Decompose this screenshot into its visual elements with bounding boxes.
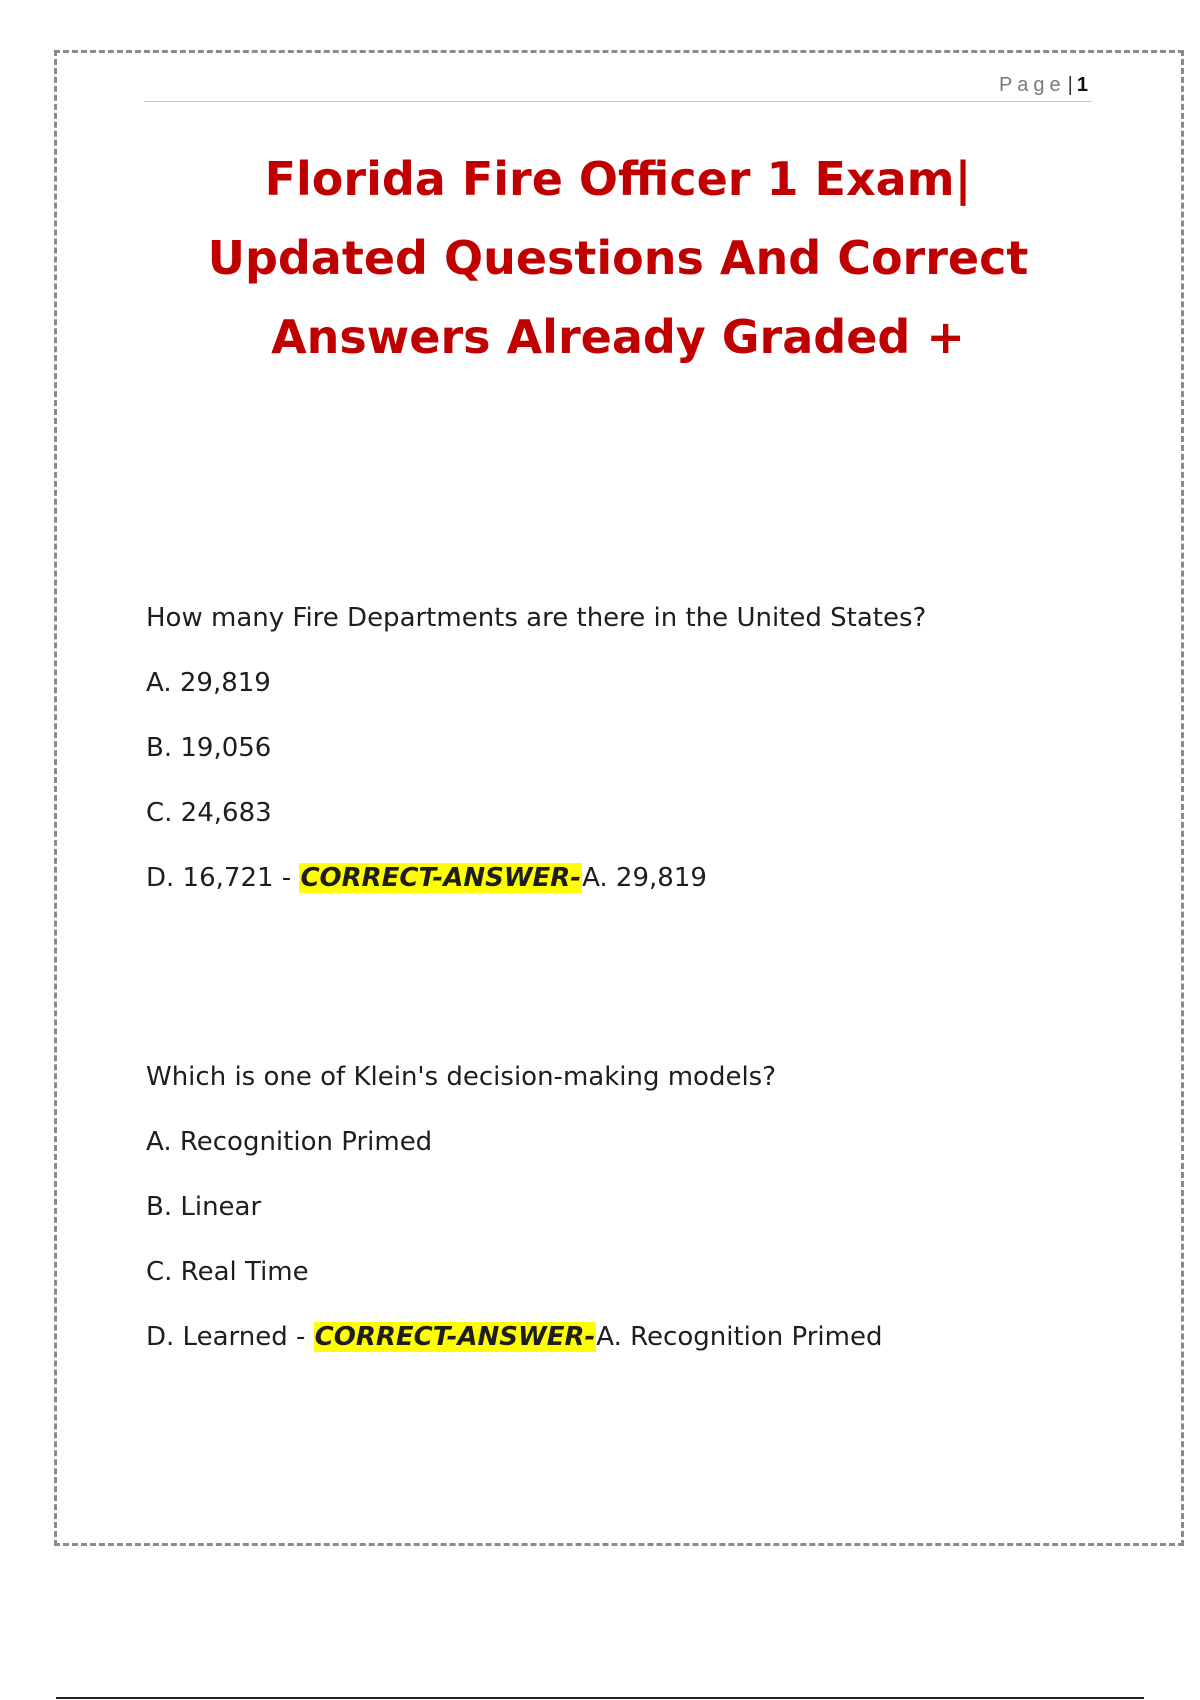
answer-option-c: C. 24,683 [146, 798, 272, 828]
correct-answer-value: A. Recognition Primed [596, 1322, 883, 1352]
title-line-3: Answers Already Graded + [271, 310, 965, 364]
page-number-header [999, 74, 1088, 97]
question-block [146, 600, 1126, 925]
question-block [146, 1059, 1126, 1384]
title-line-2: Updated Questions And Correct [207, 231, 1029, 285]
page-label: Page [998, 74, 1066, 96]
header-rule [144, 101, 1092, 102]
answer-option-d [146, 860, 1126, 925]
answer-option-b: B. 19,056 [146, 733, 272, 763]
option-d-text: D. 16,721 - [146, 863, 300, 893]
answer-option-d [146, 1319, 1126, 1384]
answer-option-a: A. 29,819 [146, 668, 271, 698]
page-number: 1 [1076, 74, 1088, 96]
question-prompt: How many Fire Departments are there in the United States? [146, 603, 927, 633]
answer-option-a: A. Recognition Primed [146, 1127, 433, 1157]
correct-answer-value: A. 29,819 [582, 863, 707, 893]
question-prompt: Which is one of Klein's decision-making models? [146, 1062, 777, 1092]
answer-option-c: C. Real Time [146, 1257, 309, 1287]
title-line-1: Florida Fire Officer 1 Exam| [264, 152, 972, 206]
correct-answer-label: CORRECT-ANSWER- [300, 863, 582, 893]
option-d-text: D. Learned - [146, 1322, 314, 1352]
document-title [144, 140, 1092, 377]
answer-option-b: B. Linear [146, 1192, 262, 1222]
page-separator: | [1067, 74, 1073, 96]
correct-answer-label: CORRECT-ANSWER- [314, 1322, 596, 1352]
next-page-edge [56, 1697, 1144, 1699]
